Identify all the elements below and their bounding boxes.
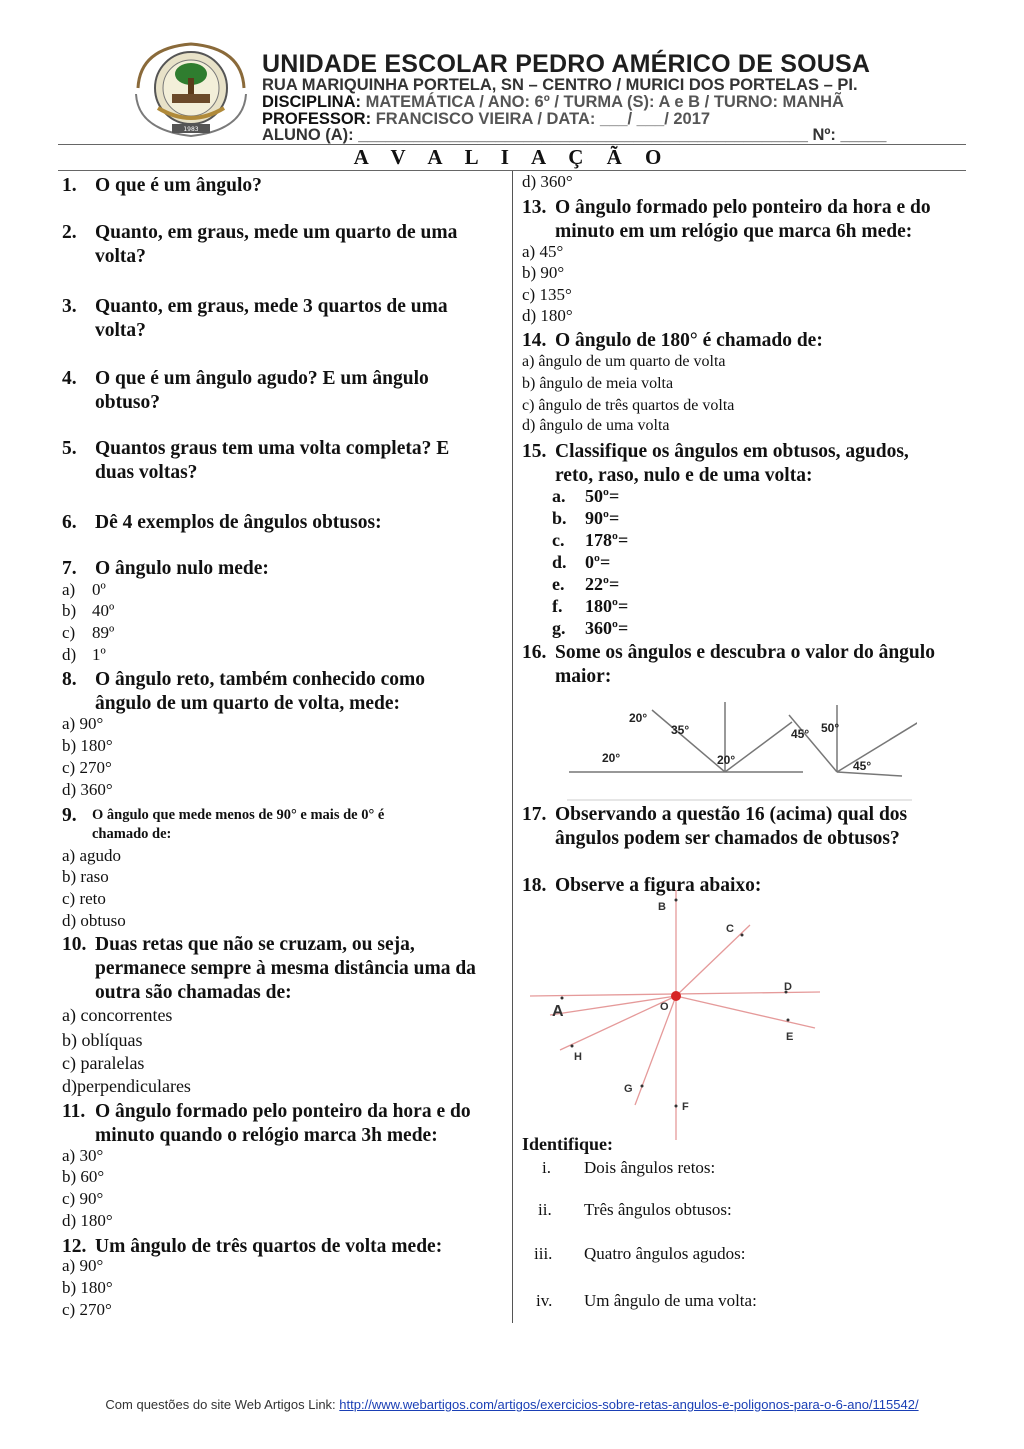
option-7a: a) 0º [62, 580, 106, 599]
point-label: E [786, 1031, 794, 1043]
student-line: ALUNO (A): _________________________________________________ Nº: _____ [262, 126, 887, 144]
question-text: Quantos graus tem uma volta completa? E [95, 438, 450, 459]
question-7 [62, 557, 502, 581]
teacher-value: FRANCISCO VIEIRA / DATA: ___/ ___/ 2017 [375, 110, 711, 128]
point-label: B [658, 901, 666, 913]
option-13c: c) 135° [522, 285, 572, 304]
option-10b: b) oblíquas [62, 1030, 143, 1050]
question-number: 10. [62, 934, 87, 955]
option-9b: b) raso [62, 867, 109, 886]
question-17 [522, 803, 967, 851]
question-1 [62, 174, 502, 198]
teacher-label: PROFESSOR: [262, 110, 372, 128]
question-text: Observe a figura abaixo: [555, 875, 762, 896]
question-8 [62, 668, 502, 716]
question-9 [62, 804, 502, 844]
identify-item: iii. Quatro ângulos agudos: [534, 1244, 746, 1263]
question-number: 6. [62, 512, 77, 533]
question-text: minuto em um relógio que marca 6h mede: [555, 221, 913, 242]
question-5 [62, 437, 502, 485]
question-text: chamado de: [92, 826, 172, 842]
subject-value: MATEMÁTICA / ANO: 6º / TURMA (S): A e B / TURNO: MANHÃ [365, 93, 844, 111]
item-15c: c. 178º= [552, 530, 629, 550]
option-14c: c) ângulo de três quartos de volta [522, 397, 735, 414]
question-number: 1. [62, 175, 77, 196]
item-15a: a. 50º= [552, 486, 620, 506]
question-number: 2. [62, 222, 77, 243]
identify-item: iv. Um ângulo de uma volta: [536, 1291, 757, 1310]
angle-label: 45° [791, 727, 810, 741]
question-number: 17. [522, 804, 547, 825]
point-label: A [552, 1003, 564, 1020]
question-text: duas voltas? [95, 462, 198, 483]
option-12c: c) 270° [62, 1300, 112, 1319]
question-text: O que é um ângulo agudo? E um ângulo [95, 368, 429, 389]
column-divider [512, 171, 513, 1323]
question-text: Classifique os ângulos em obtusos, agudos, [555, 441, 909, 462]
question-number: 5. [62, 438, 77, 459]
question-13 [522, 196, 967, 244]
question-text: Quanto, em graus, mede um quarto de uma [95, 222, 458, 243]
question-text: minuto quando o relógio marca 3h mede: [95, 1125, 438, 1146]
option-7b: b) 40º [62, 601, 115, 620]
identify-title: Identifique: [522, 1134, 614, 1154]
question-number: 13. [522, 197, 547, 218]
question-text: O ângulo formado pelo ponteiro da hora e do [95, 1101, 471, 1122]
option-9d: d) obtuso [62, 911, 126, 930]
question-text: obtuso? [95, 392, 161, 413]
question-number: 9. [62, 805, 77, 826]
question-text: Some os ângulos e descubra o valor do ângulo [555, 642, 935, 663]
option-11c: c) 90° [62, 1189, 104, 1208]
question-text: Duas retas que não se cruzam, ou seja, [95, 934, 415, 955]
question-16 [522, 641, 967, 689]
point-label: H [574, 1051, 582, 1063]
option-12b: b) 180° [62, 1278, 113, 1297]
item-15b: b. 90º= [552, 508, 620, 528]
point-label: F [682, 1101, 689, 1113]
question-number: 7. [62, 558, 77, 579]
point-label: D [784, 981, 792, 993]
question-text: O que é um ângulo? [95, 175, 262, 196]
option-13b: b) 90° [522, 263, 565, 282]
option-10c: c) paralelas [62, 1053, 145, 1073]
question-14 [522, 329, 967, 353]
question-text: volta? [95, 246, 146, 267]
point-label: G [624, 1083, 633, 1095]
right-column [522, 0, 967, 1449]
option-14b: b) ângulo de meia volta [522, 375, 674, 392]
point-label: O [660, 1001, 669, 1013]
option-7d: d) 1º [62, 645, 106, 664]
point-label: C [726, 923, 734, 935]
option-7c: c) 89º [62, 623, 115, 642]
option-11d: d) 180° [62, 1211, 113, 1230]
footer-text: Com questões do site Web Artigos Link: [105, 1397, 340, 1412]
logo-year: 1983 [183, 126, 199, 133]
item-15f: f. 180º= [552, 596, 629, 616]
question-number: 8. [62, 669, 77, 690]
option-11a: a) 30° [62, 1146, 104, 1165]
question-number: 11. [62, 1101, 86, 1122]
option-9a: a) agudo [62, 846, 122, 865]
option-11b: b) 60° [62, 1167, 105, 1186]
angle-label: 20° [602, 751, 621, 765]
angles-figure [567, 700, 917, 805]
angle-label: 20° [629, 711, 648, 725]
option-8a: a) 90° [62, 714, 104, 733]
lines-figure [530, 890, 840, 1140]
angle-label: 50° [821, 721, 840, 735]
question-11 [62, 1100, 502, 1148]
question-text: Um ângulo de três quartos de volta mede: [95, 1236, 443, 1257]
item-15d: d. 0º= [552, 552, 611, 572]
identify-item: ii. Três ângulos obtusos: [538, 1200, 732, 1219]
option-12a: a) 90° [62, 1256, 104, 1275]
question-text: reto, raso, nulo e de uma volta: [555, 465, 813, 486]
question-text: maior: [555, 666, 612, 687]
item-15g: g. 360º= [552, 618, 629, 638]
question-text: Observando a questão 16 (acima) qual dos [555, 804, 908, 825]
question-6 [62, 511, 502, 535]
question-2 [62, 221, 502, 269]
question-text: volta? [95, 320, 146, 341]
option-8d: d) 360° [62, 780, 113, 799]
option-8b: b) 180° [62, 736, 113, 755]
option-13d: d) 180° [522, 306, 573, 325]
item-15e: e. 22º= [552, 574, 620, 594]
question-number: 4. [62, 368, 77, 389]
question-number: 3. [62, 296, 77, 317]
question-text: O ângulo reto, também conhecido como [95, 669, 426, 690]
question-number: 16. [522, 642, 547, 663]
question-4 [62, 367, 502, 415]
subject-label: DISCIPLINA: [262, 93, 361, 111]
option-8c: c) 270° [62, 758, 112, 777]
question-text: O ângulo nulo mede: [95, 558, 269, 579]
school-address: RUA MARIQUINHA PORTELA, SN – CENTRO / MURICI DOS PORTELAS – PI. [262, 76, 858, 94]
footer-link[interactable]: http://www.webartigos.com/artigos/exercicios-sobre-retas-angulos-e-poligonos-para-o-6-ano/115542/ [339, 1397, 919, 1412]
option-10a: a) concorrentes [62, 1005, 173, 1025]
question-text: ângulos podem ser chamados de obtusos? [555, 828, 900, 849]
angle-label: 20° [717, 753, 736, 767]
option-9c: c) reto [62, 889, 106, 908]
question-text: O ângulo formado pelo ponteiro da hora e do [555, 197, 931, 218]
question-text: O ângulo de 180° é chamado de: [555, 330, 823, 351]
question-text: outra são chamadas de: [95, 982, 292, 1003]
question-15 [522, 440, 967, 488]
question-number: 18. [522, 875, 547, 896]
option-14a: a) ângulo de um quarto de volta [522, 353, 726, 370]
origin-point [671, 991, 681, 1001]
option-10d: d)perpendiculares [62, 1076, 191, 1096]
footer [0, 1397, 1024, 1412]
question-10 [62, 933, 502, 1005]
school-name: UNIDADE ESCOLAR PEDRO AMÉRICO DE SOUSA [262, 50, 871, 78]
option-13a: a) 45° [522, 242, 564, 261]
question-number: 14. [522, 330, 547, 351]
angle-label: 45° [853, 759, 872, 773]
identify-item: i. Dois ângulos retos: [542, 1158, 716, 1177]
question-number: 15. [522, 441, 547, 462]
question-12 [62, 1235, 502, 1259]
question-text: permanece sempre à mesma distância uma da [95, 958, 476, 979]
question-3 [62, 295, 502, 343]
page-title: A V A L I A Ç Ã O [353, 145, 671, 169]
option-14d: d) ângulo de uma volta [522, 417, 670, 434]
question-text: ângulo de um quarto de volta, mede: [95, 693, 400, 714]
question-text: O ângulo que mede menos de 90° e mais de 0° é [92, 807, 385, 823]
option-12d: d) 360° [522, 172, 573, 191]
question-number: 12. [62, 1236, 87, 1257]
question-text: Dê 4 exemplos de ângulos obtusos: [95, 512, 382, 533]
left-column [62, 0, 502, 1449]
angle-label: 35° [671, 723, 690, 737]
question-text: Quanto, em graus, mede 3 quartos de uma [95, 296, 448, 317]
